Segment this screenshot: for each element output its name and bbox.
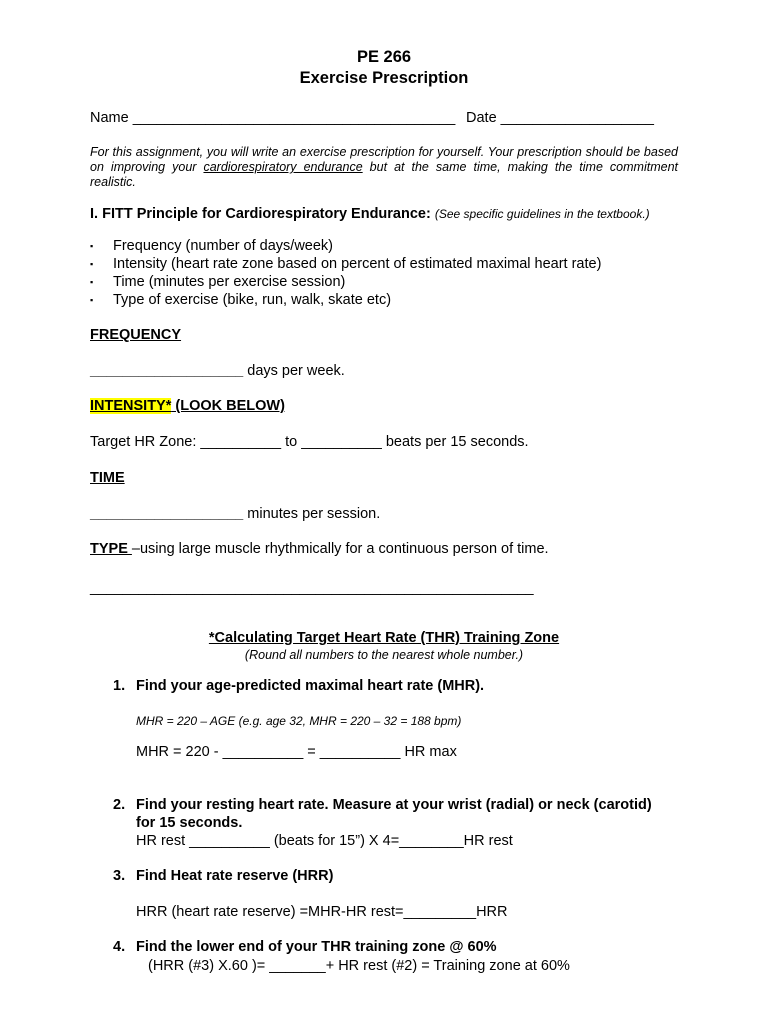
type-answer-line[interactable]: _______________________________________________________	[90, 580, 534, 596]
step-1-number: 1.	[113, 678, 126, 694]
name-row	[90, 110, 455, 126]
step-4-number: 4.	[113, 939, 126, 955]
intro-text-b: but at the same time, making the time commitment realistic.	[90, 160, 678, 189]
step-2-title-line2: for 15 seconds.	[136, 815, 243, 831]
bullet-icon: ▪	[90, 241, 94, 251]
step-2-number: 2.	[113, 797, 126, 813]
type-heading: TYPE	[90, 541, 132, 557]
fitt-item-type: Type of exercise (bike, run, walk, skate etc)	[113, 292, 392, 308]
page-title: Exercise Prescription	[299, 69, 469, 87]
step-3-number: 3.	[113, 868, 126, 884]
intensity-sub: (LOOK BELOW)	[171, 398, 285, 414]
fitt-item-intensity: Intensity (heart rate zone based on percent of estimated maximal heart rate)	[113, 256, 602, 272]
thr-subtitle: (Round all numbers to the nearest whole number.)	[244, 648, 524, 662]
step-4-title: Find the lower end of your THR training zone @ 60%	[136, 939, 497, 955]
step-1-line[interactable]: MHR = 220 - __________ = __________ HR max	[136, 744, 457, 760]
step-3-title: Find Heat rate reserve (HRR)	[136, 868, 334, 884]
bullet-icon: ▪	[90, 277, 94, 287]
step-4-line[interactable]: (HRR (#3) X.60 )= _______+ HR rest (#2) = Training zone at 60%	[148, 958, 570, 974]
date-label: Date	[466, 110, 497, 126]
name-blank[interactable]: ________________________________________	[132, 110, 456, 126]
time-row	[90, 506, 380, 522]
type-row	[90, 541, 549, 557]
step-1-example: MHR = 220 – AGE (e.g. age 32, MHR = 220 – 32 = 188 bpm)	[136, 714, 462, 728]
date-row	[466, 110, 654, 126]
date-blank[interactable]: ___________________	[500, 110, 654, 126]
intro-text-a: For this assignment, you will write an exercise prescription for yourself. Your prescription should be based on improving your	[90, 145, 678, 174]
fitt-note: (See specific guidelines in the textbook.)	[434, 207, 650, 221]
target-hr-zone-line[interactable]: Target HR Zone: __________ to __________ beats per 15 seconds.	[90, 434, 529, 450]
fitt-item-frequency: Frequency (number of days/week)	[113, 238, 334, 254]
bullet-icon: ▪	[90, 259, 94, 269]
frequency-text: days per week.	[243, 363, 345, 379]
intensity-heading: INTENSITY*	[90, 398, 172, 414]
step-2-line[interactable]: HR rest __________ (beats for 15”) X 4=________HR rest	[136, 833, 513, 849]
time-blank[interactable]: ___________________	[90, 506, 244, 522]
fitt-item-time: Time (minutes per exercise session)	[113, 274, 346, 290]
thr-title: *Calculating Target Heart Rate (THR) Training Zone	[208, 630, 560, 646]
type-text: –using large muscle rhythmically for a continuous person of time.	[131, 541, 549, 557]
intro-underlined: cardiorespiratory endurance	[203, 160, 363, 174]
frequency-heading: FREQUENCY	[90, 327, 182, 343]
fitt-title: I. FITT Principle for Cardiorespiratory Endurance:	[90, 206, 431, 222]
step-1-title: Find your age-predicted maximal heart rate (MHR).	[136, 678, 485, 694]
frequency-row	[90, 363, 345, 379]
intro-paragraph	[90, 145, 678, 190]
name-label: Name	[90, 110, 129, 126]
step-3-line[interactable]: HRR (heart rate reserve) =MHR-HR rest=_________HRR	[136, 904, 508, 920]
time-text: minutes per session.	[243, 506, 381, 522]
fitt-heading	[90, 206, 680, 222]
step-2-title-line1: Find your resting heart rate. Measure at your wrist (radial) or neck (carotid)	[136, 797, 652, 813]
course-code: PE 266	[356, 48, 412, 66]
time-heading: TIME	[90, 470, 125, 486]
frequency-blank[interactable]: ___________________	[90, 363, 244, 379]
bullet-icon: ▪	[90, 295, 94, 305]
intensity-heading-row	[90, 398, 285, 414]
